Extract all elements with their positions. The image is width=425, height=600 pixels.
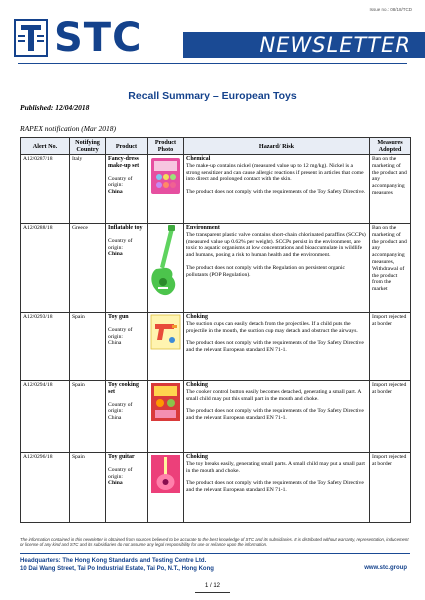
product-photo-cell [148,453,184,523]
product-cell [106,381,148,453]
stc-logo [14,15,164,61]
toy-guitar-photo [150,454,181,494]
product-name: Toy guitar [108,454,135,460]
notifying-country: Greece [70,224,106,313]
hazard-cell [184,155,370,224]
logo-text: STC [54,15,143,61]
product-photo-cell [148,155,184,224]
hazard-title: Environment [186,225,220,231]
notifying-country: Spain [70,313,106,381]
rapex-notification: RAPEX notification (Mar 2018) [20,124,117,133]
header-product: Product [106,138,148,155]
hazard-note: The product does not comply with the requirements of the Toy Safety Directive and the relevant European standard EN 71-1. [186,480,364,494]
table-header-row [21,138,411,155]
header-measures-adopted: Measures Adopted [370,138,411,155]
notifying-country: Italy [70,155,106,224]
hazard-text: The transparent plastic valve contains short-chain chlorinated paraffins (SCCPs) (measured value up 0.62% per weight). SCCPs persist in the environment, are toxic to aquatic organisms at low concentrations and bioaccumulate in wildlife and humans, posing a risk to human health and the environment. [186,231,366,259]
hazard-text: The make-up contains nickel (measured value up to 12 mg/kg). Nickel is a strong sensitizer and can cause allergic reactions if present in articles that come into direct and prolonged contact with the skin. [186,162,364,183]
stc-logo-mark-icon [14,19,48,57]
origin-country: China [108,480,123,487]
banner-text: NEWSLETTER [259,33,411,57]
hazard-cell [184,381,370,453]
notifying-country: Spain [70,381,106,453]
origin-label: Country of origin: [108,401,133,415]
product-photo-cell [148,381,184,453]
product-photo-cell [148,313,184,381]
hazard-cell [184,313,370,381]
page-number: 1 / 12 [204,583,220,589]
origin-label: Country of origin: [108,175,133,189]
newsletter-banner [183,32,425,58]
measures-adopted: Import rejected at border [370,381,411,453]
hazard-note: The product does not comply with the Regulation on persistent organic pollutants (POP Regulation). [186,264,345,278]
alert-number: A12/0293/18 [21,313,70,381]
hazard-text: The toy breaks easily, generating small parts. A small child may put a small part in the mouth and choke. [186,460,365,474]
makeup-set-photo [150,156,181,196]
headquarters-address [20,557,214,573]
hazard-title: Choking [186,314,209,320]
hazard-note: The product does not comply with the requirements of the Toy Safety Directive and the relevant European standard EN 71-1. [186,408,364,422]
alert-number: A12/0287/18 [21,155,70,224]
hazard-title: Chemical [186,156,211,162]
hq-line-1: Headquarters: The Hong Kong Standards and Testing Centre Ltd. [20,558,207,564]
notifying-country: Spain [70,453,106,523]
measures-adopted: Import rejected at border [370,453,411,523]
header-divider [18,63,407,64]
table-row [21,381,411,453]
published-date: Published: 12/04/2018 [20,103,90,112]
origin-label: Country of origin: [108,237,133,251]
table-row [21,453,411,523]
alert-number: A12/0296/18 [21,453,70,523]
origin-country: China [108,251,123,258]
website-link[interactable]: www.stc.group [364,565,407,571]
hazard-title: Choking [186,454,209,460]
product-cell [106,155,148,224]
origin-country: China [108,415,122,422]
page-header [0,0,425,78]
hazard-text: The cooker control button easily becomes detached, generating a small part. A small child may put this small part in the mouth and choke. [186,388,362,402]
hazard-text: The suction cups can easily detach from the projectiles. If a child puts the projectile in the mouth, the suction cup may detach and obstruct the airways. [186,320,358,334]
product-name: Inflatable toy [108,225,143,231]
page-number-underline [195,592,230,593]
page-title: Recall Summary – European Toys [128,90,297,102]
hq-line-2: 10 Dai Wang Street, Tai Po Industrial Estate, Tai Po, N.T., Hong Kong [20,566,214,572]
footer-divider [20,553,410,554]
hazard-note: The product does not comply with the requirements of the Toy Safety Directive. [186,189,366,196]
hazard-title: Choking [186,382,209,388]
measures-adopted: Import rejected at border [370,313,411,381]
header-product-photo: Product Photo [148,138,184,155]
origin-label: Country of origin: [108,326,133,340]
hazard-cell [184,224,370,313]
origin-country: China [108,340,122,347]
product-name: Toy cooking set [108,382,139,395]
table-row [21,155,411,224]
alert-number: A12/0288/18 [21,224,70,313]
issue-number: Issue no.: 08/18/TCD [369,7,412,12]
product-cell [106,313,148,381]
product-name: Toy gun [108,314,129,320]
inflatable-guitar-photo [150,225,181,305]
table-row [21,224,411,313]
alert-number: A12/0294/18 [21,381,70,453]
product-cell [106,453,148,523]
header-notifying-country: Notifying Country [70,138,106,155]
origin-country: China [108,189,123,196]
product-name: Fancy-dress make-up set [108,156,140,169]
hazard-cell [184,453,370,523]
product-photo-cell [148,224,184,313]
product-cell [106,224,148,313]
table-row [21,313,411,381]
recall-table [20,137,411,523]
origin-label: Country of origin: [108,466,133,480]
disclaimer-text: The information contained in this newsletter is obtained from sources believed to be accurate to the best knowledge of STC and its subsidiaries. It is distributed without warranty, representation, inducement or license of any kind and STC and its subsidiaries do not assume any legal responsibility for use or reliance upon the information. [20,537,409,548]
toy-gun-photo [150,314,181,350]
cooking-set-photo [150,382,181,422]
header-hazard-risk: Hazard/ Risk [184,138,370,155]
header-alert-no: Alert No. [21,138,70,155]
hazard-note: The product does not comply with the requirements of the Toy Safety Directive and the relevant European standard EN 71-1. [186,340,364,354]
measures-adopted: Ban on the marketing of the product and any accompanying measures [370,155,411,224]
measures-adopted: Ban on the marketing of the product and any accompanying measures, Withdrawal of the product from the market [370,224,411,313]
